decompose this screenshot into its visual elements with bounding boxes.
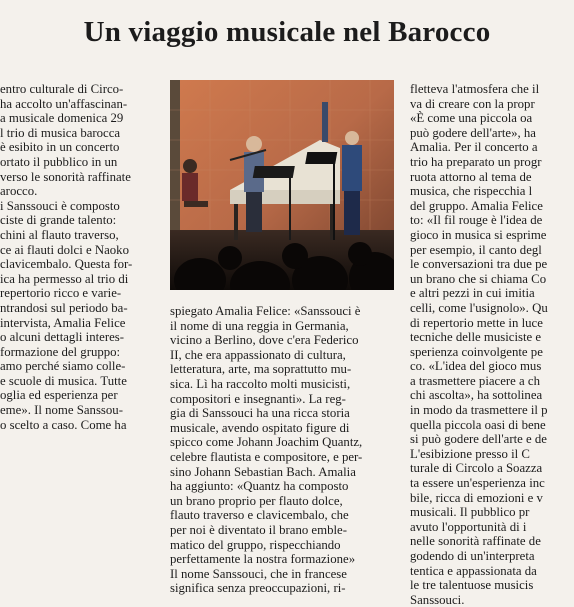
text-line: bile, ricca di emozioni e v: [410, 490, 543, 505]
text-line: può godere dell'arte», ha: [410, 125, 536, 140]
text-line: a musicale domenica 29: [0, 111, 124, 126]
text-line: ntrandosi sul periodo ba-: [0, 300, 128, 315]
text-line: L'esibizione presso il C: [410, 446, 530, 461]
concert-photo-icon: [170, 80, 394, 290]
text-line: formazione del gruppo:: [0, 344, 121, 359]
text-line: oglia ed esperienza per: [0, 388, 118, 403]
text-line: quella piccola oasi di bene: [410, 417, 546, 432]
text-line: nelle sonorità raffinate de: [410, 534, 541, 549]
text-line: compositori e insegnanti». La reg-: [170, 391, 346, 406]
text-line: spiegato Amalia Felice: «Sanssouci è: [170, 304, 361, 318]
text-line: eme». Il nome Sanssou-: [0, 403, 123, 418]
text-line: trio ha preparato un progr: [410, 154, 542, 169]
text-line: celli, come l'usignolo». Qu: [410, 300, 548, 315]
text-line: ta essere un'esperienza inc: [410, 476, 545, 491]
text-line: flauto traverso e clavicembalo, che: [170, 508, 349, 523]
text-line: musicali. Il pubblico pr: [410, 505, 530, 520]
text-line: ciste di grande talento:: [0, 213, 117, 228]
text-line: e scuole di musica. Tutte: [0, 373, 127, 388]
text-line: ha aggiunto: «Quantz ha composto: [170, 479, 349, 494]
text-line: Sanssouci.: [410, 592, 465, 607]
text-line: sperienza coinvolgente pe: [410, 344, 543, 359]
text-line: sino Johann Sebastian Bach. Amalia: [170, 464, 356, 479]
text-line: significa senza preoccupazioni, ri-: [170, 581, 346, 596]
text-line: il nome di una reggia in Germania,: [170, 318, 349, 333]
text-line: per esempio, il canto degl: [410, 242, 542, 257]
text-line: di repertorio mette in luce: [410, 315, 543, 330]
text-line: ha accolto un'affascinan-: [0, 96, 128, 111]
text-line: repertorio ricco e varie-: [0, 286, 122, 301]
text-line: clavicembalo. Questa for-: [0, 257, 133, 272]
text-line: musicale, avendo ospitato figure di: [170, 420, 350, 435]
middle-text-column: [170, 304, 395, 596]
text-line: perfettamente la nostra formazione»: [170, 552, 356, 567]
text-line: o alcuni dettagli interes-: [0, 330, 125, 345]
text-line: del gruppo. Amalia Felice: [410, 198, 543, 213]
text-line: i Sanssouci è composto: [0, 198, 120, 213]
text-line: ortato il pubblico in un: [0, 154, 118, 169]
text-line: spicco come Johann Joachim Quantz,: [170, 435, 363, 450]
text-line: to: «Il fil rouge è l'idea de: [410, 213, 543, 228]
text-line: è esibito in un concerto: [0, 140, 120, 155]
text-line: verso le sonorità raffinate: [0, 169, 131, 184]
text-line: fletteva l'atmosfera che il: [410, 82, 540, 96]
text-line: godendo di un'interpreta: [410, 549, 535, 563]
text-line: matico del gruppo, rispecchiando: [170, 537, 341, 552]
text-line: un brano che si chiama Co: [410, 271, 547, 286]
text-line: vicino a Berlino, dove c'era Federico: [170, 333, 359, 348]
text-line: intervista, Amalia Felice: [0, 315, 126, 330]
text-line: II, che era appassionato di cultura,: [170, 347, 346, 362]
text-line: le tre talentuose musicis: [410, 578, 534, 593]
text-line: ruota attorno al tema de: [410, 169, 532, 184]
text-line: sica. Lì ha raccolto molti musicisti,: [170, 376, 351, 391]
text-line: in modo da trasmettere il p: [410, 403, 548, 418]
text-line: co. «L'idea del gioco mus: [410, 359, 542, 374]
right-text-column: [410, 82, 574, 607]
text-line: gia di Sanssouci ha una ricca storia: [170, 406, 350, 421]
text-line: va di creare con la propr: [410, 96, 535, 111]
text-line: turale di Circolo a Soazza: [410, 461, 543, 476]
text-line: tecniche delle musiciste e: [410, 330, 542, 345]
text-line: e altri pezzi in cui imitia: [410, 286, 535, 301]
text-line: gioco in musica si esprime: [410, 227, 547, 242]
text-line: «È come una piccola oa: [410, 111, 533, 126]
text-line: entro culturale di Circo-: [0, 82, 124, 96]
text-line: chi ascolta», ha sottolinea: [410, 388, 543, 403]
text-line: letteratura, arte, ma soprattutto mu-: [170, 362, 352, 377]
text-line: si può godere dell'arte e de: [410, 432, 547, 447]
text-line: o scelto a caso. Come ha: [0, 417, 127, 432]
text-line: le conversazioni tra due pe: [410, 257, 548, 272]
text-line: l trio di musica barocca: [0, 125, 121, 140]
text-line: avuto l'opportunità di i: [410, 519, 527, 534]
left-text-column: [0, 82, 156, 432]
text-line: celebre flautista e compositore, e per-: [170, 449, 363, 464]
text-line: musica, che rispecchia l: [410, 184, 533, 199]
text-line: Il nome Sanssouci, che in francese: [170, 566, 347, 581]
article-headline: Un viaggio musicale nel Barocco: [83, 16, 491, 48]
text-line: ica ha permesso al trio di: [0, 271, 129, 286]
text-line: Amalia. Per il concerto a: [410, 140, 538, 155]
text-line: per noi è diventato il brano emble-: [170, 522, 347, 537]
text-line: ce ai flauti dolci e Naoko: [0, 242, 129, 257]
text-line: tentica e appassionata da: [410, 563, 537, 578]
text-line: amo perché siamo colle-: [0, 359, 126, 374]
text-line: a trasmettere piacere a ch: [410, 373, 541, 388]
text-line: chini al flauto traverso,: [0, 227, 119, 242]
text-line: arocco.: [0, 184, 38, 199]
text-line: un brano proprio per flauto dolce,: [170, 493, 343, 508]
concert-photo: [170, 80, 394, 290]
